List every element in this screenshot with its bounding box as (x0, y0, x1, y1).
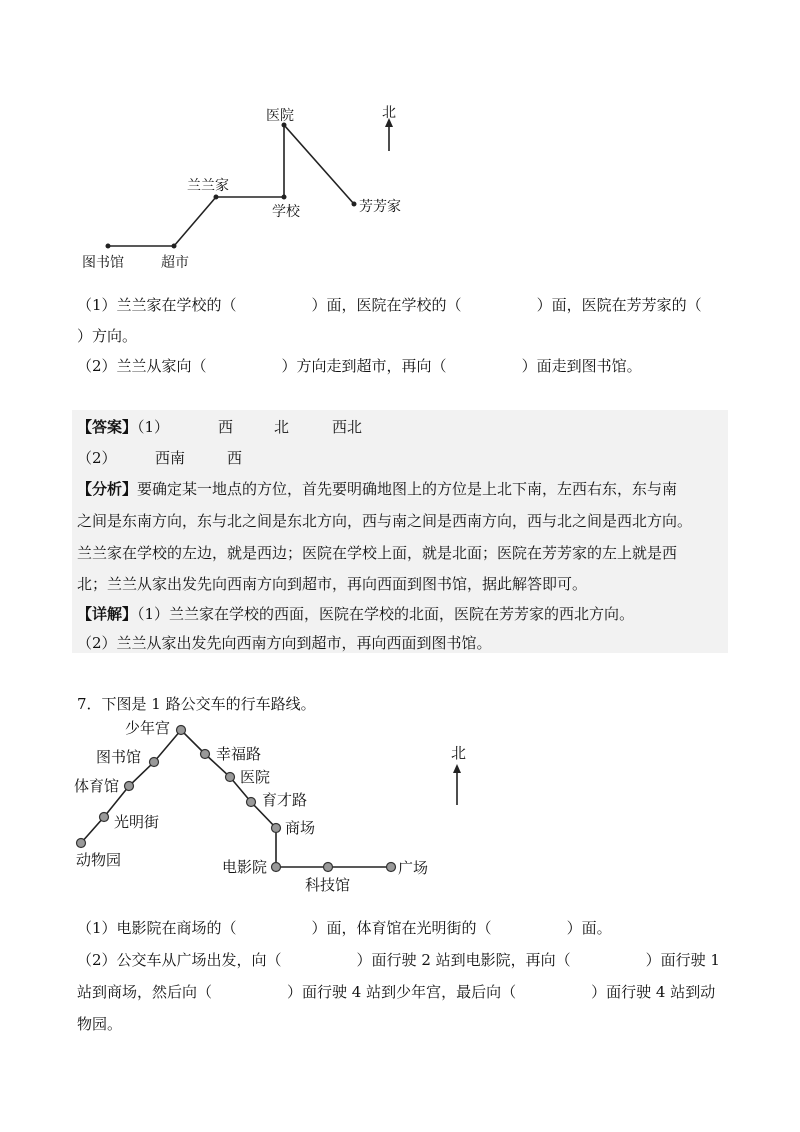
yucai-road-stop (247, 798, 256, 807)
answer-label: 【答案】 (77, 418, 138, 436)
q7-line-3 (77, 982, 715, 1002)
answer-5: 西 (227, 449, 243, 467)
q6-line-3 (77, 356, 642, 376)
analysis-text-1: 要确定某一地点的方位，首先要明确地图上的方位是上北下南，左西右东，东与南 (137, 480, 678, 498)
cinema-label: 电影院 (222, 858, 268, 876)
gym-stop (125, 782, 134, 791)
answer-3: 西北 (332, 418, 363, 436)
q7-q2-part-g: 物园。 (77, 1015, 123, 1033)
library-stop (150, 758, 159, 767)
guangming-street-label: 光明街 (114, 813, 160, 831)
north-arrow-1 (385, 118, 393, 151)
q7-q1-part-b: ）面，体育馆在光明街的（ (311, 919, 492, 937)
youth-palace-label: 少年宫 (125, 719, 171, 737)
north-label-2: 北 (451, 744, 467, 762)
map-1-points (106, 123, 357, 249)
youth-palace-stop (177, 726, 186, 735)
library-stop-label: 图书馆 (96, 748, 142, 766)
q7-q2-part-b: ）面行驶 2 站到电影院，再向（ (356, 951, 571, 969)
detail-line-1 (77, 604, 634, 624)
answer-1: 西 (218, 418, 234, 436)
square-label: 广场 (398, 859, 429, 877)
answer-line-1 (77, 417, 169, 437)
q7-title: 7．下图是 1 路公交车的行车路线。 (77, 695, 316, 713)
analysis-line-1 (77, 479, 677, 499)
answer-4: 西南 (155, 449, 186, 467)
q7-q1-part-c: ）面。 (566, 919, 612, 937)
q6-line-1 (77, 295, 702, 315)
map-2 (0, 715, 800, 905)
lanlan-home-point (214, 195, 219, 200)
analysis-line-3: 兰兰家在学校的左边，就是西边；医院在学校上面，就是北面；医院在芳芳家的左上就是西 (77, 544, 678, 562)
q6-q1-part-b: ）面，医院在学校的（ (311, 296, 462, 314)
detail-text-1: （1）兰兰家在学校的西面，医院在学校的北面，医院在芳芳家的西北方向。 (137, 605, 635, 623)
mall-stop (272, 824, 281, 833)
q7-q2-part-a: （2）公交车从广场出发，向（ (77, 951, 282, 969)
q7-q2-part-c: ）面行驶 1 (645, 951, 720, 969)
answer-2: 北 (274, 418, 290, 436)
supermarket-point (172, 244, 177, 249)
gym-label: 体育馆 (74, 777, 120, 795)
q7-line-2 (77, 950, 720, 970)
mall-label: 商场 (285, 819, 316, 837)
answer-part-2: （2） (77, 449, 117, 467)
q6-q2-part-c: ）面走到图书馆。 (521, 357, 642, 375)
fangfang-home-point (352, 202, 357, 207)
q6-q2-part-a: （2）兰兰从家向（ (77, 357, 207, 375)
guangming-street-stop (100, 813, 109, 822)
analysis-label: 【分析】 (77, 480, 138, 498)
q7-line-1 (77, 918, 612, 938)
q6-q2-part-b: ）方向走到超市，再向（ (281, 357, 447, 375)
north-label-1: 北 (382, 105, 396, 121)
hospital-stop (226, 773, 235, 782)
north-arrow-2 (453, 764, 461, 805)
hospital-label: 医院 (266, 108, 294, 124)
zoo-stop (77, 839, 86, 848)
school-label: 学校 (272, 204, 300, 220)
q7-q2-part-e: ）面行驶 4 站到少年宫，最后向（ (287, 983, 517, 1001)
detail-label: 【详解】 (77, 605, 138, 623)
science-museum-stop (324, 863, 333, 872)
analysis-line-4: 北；兰兰从家出发先向西南方向到超市，再向西面到图书馆，据此解答即可。 (77, 575, 588, 593)
school-point (282, 195, 287, 200)
supermarket-label: 超市 (161, 255, 189, 271)
square-stop (387, 863, 396, 872)
lanlan-home-label: 兰兰家 (187, 178, 229, 194)
q6-line-2 (77, 326, 137, 346)
q7-line-4 (77, 1014, 122, 1034)
xingfu-road-label: 幸福路 (216, 745, 262, 763)
xingfu-road-stop (201, 750, 210, 759)
fangfang-home-label: 芳芳家 (359, 199, 401, 215)
detail-line-2: （2）兰兰从家出发先向西南方向到超市，再向西面到图书馆。 (77, 634, 492, 652)
yucai-road-label: 育才路 (262, 791, 308, 809)
hospital-stop-label: 医院 (240, 768, 271, 786)
q6-q1-part-a: （1）兰兰家在学校的（ (77, 296, 237, 314)
q7-q1-part-a: （1）电影院在商场的（ (77, 919, 237, 937)
zoo-label: 动物园 (76, 851, 122, 869)
q7-q2-part-f: ）面行驶 4 站到动 (591, 983, 716, 1001)
answer-part-1: （1） (137, 418, 170, 436)
cinema-stop (272, 863, 281, 872)
q6-q1-part-c: ）面，医院在芳芳家的（ (536, 296, 702, 314)
q6-q1-part-d: ）方向。 (77, 327, 138, 345)
map-1 (0, 0, 800, 280)
library-point (106, 244, 111, 249)
analysis-line-2: 之间是东南方向，东与北之间是东北方向，西与南之间是西南方向，西与北之间是西北方向。 (77, 512, 693, 530)
q7-q2-part-d: 站到商场，然后向（ (77, 983, 213, 1001)
map-1-route (108, 125, 354, 246)
science-museum-label: 科技馆 (305, 876, 351, 894)
library-label: 图书馆 (82, 255, 124, 271)
